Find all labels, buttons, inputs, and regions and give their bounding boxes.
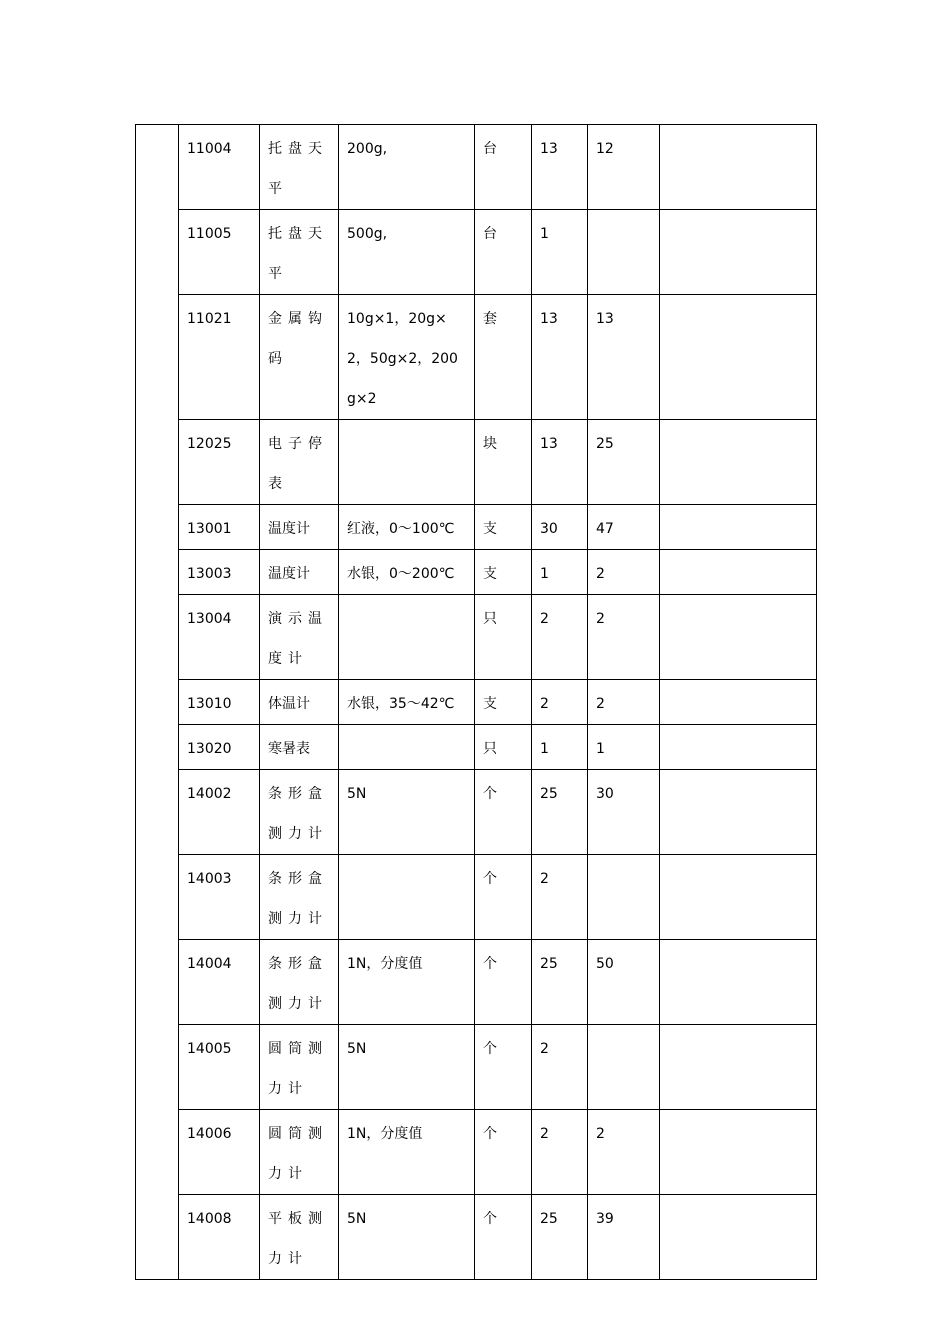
item-name-cell: 圆筒测力计 [260,1110,339,1195]
item-unit-cell: 个 [475,770,532,855]
item-note-cell [660,295,817,420]
item-required-qty-cell: 25 [532,1195,588,1280]
item-required-qty-cell: 13 [532,295,588,420]
item-spec-cell: 水银，35～42℃ [339,680,475,725]
item-code-cell: 13001 [179,505,260,550]
item-spec-cell [339,595,475,680]
item-spec-cell [339,855,475,940]
item-note-cell [660,940,817,1025]
table-row [136,210,817,295]
item-spec-cell: 200g, [339,125,475,210]
table-row [136,855,817,940]
table-row [136,940,817,1025]
table-row [136,125,817,210]
item-note-cell [660,210,817,295]
item-spec-cell: 水银，0～200℃ [339,550,475,595]
item-required-qty-cell: 2 [532,1110,588,1195]
item-note-cell [660,505,817,550]
item-note-cell [660,420,817,505]
item-actual-qty-cell [588,210,660,295]
item-required-qty-cell: 1 [532,210,588,295]
item-required-qty-cell: 30 [532,505,588,550]
item-actual-qty-cell: 1 [588,725,660,770]
table-row [136,680,817,725]
item-code-cell: 13020 [179,725,260,770]
item-unit-cell: 个 [475,1025,532,1110]
item-unit-cell: 支 [475,550,532,595]
item-spec-cell: 5N [339,1195,475,1280]
item-required-qty-cell: 13 [532,125,588,210]
item-spec-cell: 1N，分度值 [339,1110,475,1195]
item-actual-qty-cell: 2 [588,550,660,595]
item-name-cell: 条形盒测力计 [260,855,339,940]
item-unit-cell: 台 [475,125,532,210]
item-actual-qty-cell: 25 [588,420,660,505]
equipment-table [135,124,817,1280]
item-required-qty-cell: 2 [532,595,588,680]
item-name-cell: 温度计 [260,550,339,595]
item-note-cell [660,595,817,680]
item-actual-qty-cell: 2 [588,1110,660,1195]
table-row [136,505,817,550]
item-required-qty-cell: 25 [532,940,588,1025]
table-row [136,770,817,855]
item-code-cell: 14004 [179,940,260,1025]
item-name-cell: 条形盒测力计 [260,770,339,855]
table-row [136,725,817,770]
item-note-cell [660,855,817,940]
item-actual-qty-cell [588,855,660,940]
item-code-cell: 14008 [179,1195,260,1280]
item-code-cell: 14006 [179,1110,260,1195]
item-name-cell: 金属钩码 [260,295,339,420]
item-required-qty-cell: 2 [532,680,588,725]
table-row [136,1110,817,1195]
item-unit-cell: 只 [475,595,532,680]
item-name-cell: 演示温度计 [260,595,339,680]
item-actual-qty-cell: 47 [588,505,660,550]
item-code-cell: 14003 [179,855,260,940]
item-unit-cell: 套 [475,295,532,420]
item-required-qty-cell: 13 [532,420,588,505]
item-spec-cell: 10g×1，20g×2，50g×2，200g×2 [339,295,475,420]
item-unit-cell: 支 [475,680,532,725]
item-actual-qty-cell: 2 [588,595,660,680]
item-name-cell: 圆筒测力计 [260,1025,339,1110]
item-code-cell: 12025 [179,420,260,505]
item-spec-cell: 5N [339,770,475,855]
item-unit-cell: 台 [475,210,532,295]
item-required-qty-cell: 2 [532,1025,588,1110]
item-spec-cell [339,420,475,505]
item-unit-cell: 个 [475,1195,532,1280]
table-row [136,595,817,680]
item-code-cell: 13010 [179,680,260,725]
item-actual-qty-cell [588,1025,660,1110]
item-code-cell: 11004 [179,125,260,210]
equipment-table-body [136,125,817,1280]
item-note-cell [660,680,817,725]
table-row [136,1025,817,1110]
item-unit-cell: 块 [475,420,532,505]
item-required-qty-cell: 1 [532,550,588,595]
item-note-cell [660,725,817,770]
item-actual-qty-cell: 2 [588,680,660,725]
item-note-cell [660,770,817,855]
item-actual-qty-cell: 30 [588,770,660,855]
item-name-cell: 温度计 [260,505,339,550]
item-note-cell [660,1025,817,1110]
item-name-cell: 寒暑表 [260,725,339,770]
item-name-cell: 托盘天平 [260,210,339,295]
item-name-cell: 电子停表 [260,420,339,505]
item-required-qty-cell: 2 [532,855,588,940]
item-spec-cell: 红液，0～100℃ [339,505,475,550]
item-required-qty-cell: 25 [532,770,588,855]
item-code-cell: 13004 [179,595,260,680]
item-unit-cell: 个 [475,940,532,1025]
table-row [136,295,817,420]
item-actual-qty-cell: 12 [588,125,660,210]
item-code-cell: 11021 [179,295,260,420]
item-code-cell: 11005 [179,210,260,295]
item-spec-cell: 5N [339,1025,475,1110]
item-name-cell: 托盘天平 [260,125,339,210]
item-name-cell: 条形盒测力计 [260,940,339,1025]
item-code-cell: 14005 [179,1025,260,1110]
item-unit-cell: 个 [475,1110,532,1195]
item-note-cell [660,1110,817,1195]
item-spec-cell: 1N，分度值 [339,940,475,1025]
item-required-qty-cell: 1 [532,725,588,770]
table-row [136,420,817,505]
item-unit-cell: 个 [475,855,532,940]
item-spec-cell: 500g, [339,210,475,295]
table-row [136,1195,817,1280]
item-unit-cell: 只 [475,725,532,770]
category-cell [136,125,179,1280]
item-actual-qty-cell: 39 [588,1195,660,1280]
item-actual-qty-cell: 13 [588,295,660,420]
item-note-cell [660,550,817,595]
item-note-cell [660,125,817,210]
item-code-cell: 13003 [179,550,260,595]
item-spec-cell [339,725,475,770]
item-code-cell: 14002 [179,770,260,855]
item-unit-cell: 支 [475,505,532,550]
item-name-cell: 体温计 [260,680,339,725]
item-actual-qty-cell: 50 [588,940,660,1025]
item-note-cell [660,1195,817,1280]
item-name-cell: 平板测力计 [260,1195,339,1280]
table-row [136,550,817,595]
